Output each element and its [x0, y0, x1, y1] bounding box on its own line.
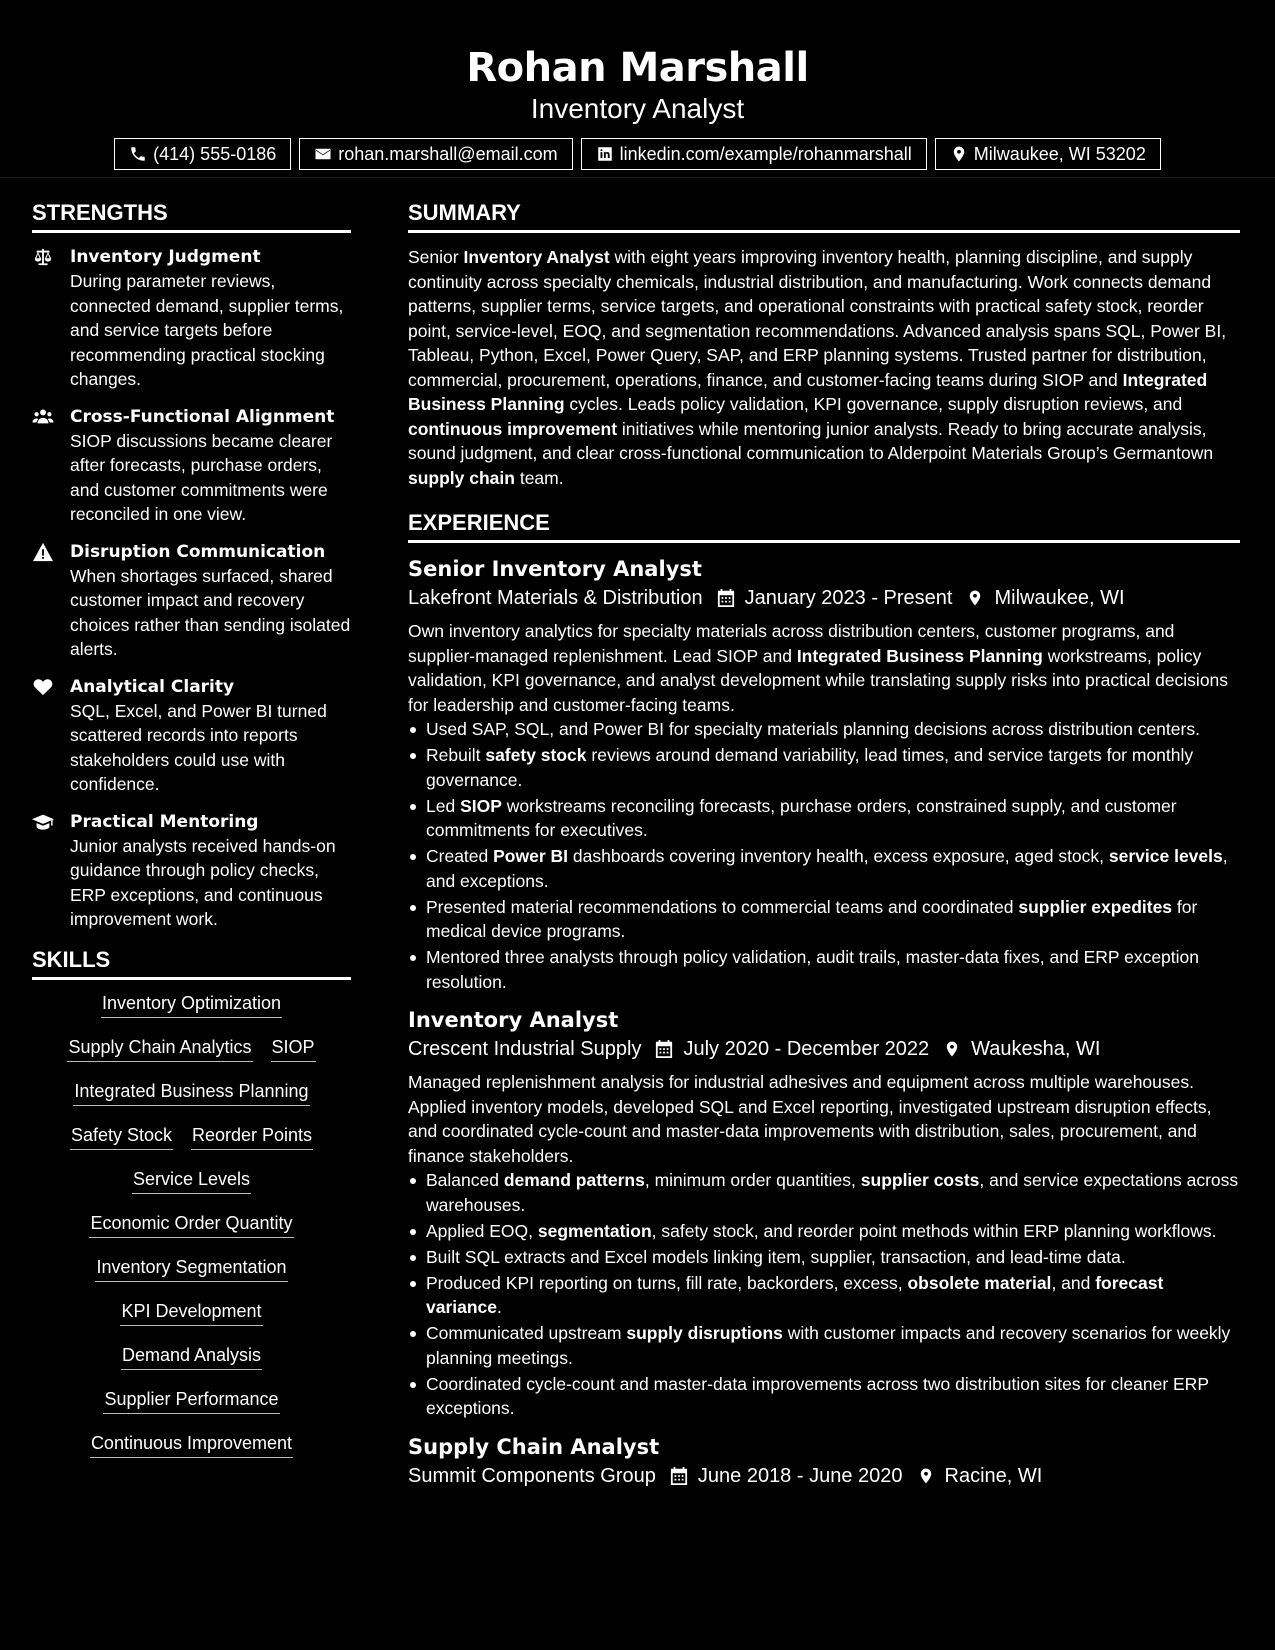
job-description — [408, 619, 1240, 717]
job-bullets — [408, 717, 1240, 994]
emphasis-text: supplier costs — [860, 1170, 980, 1190]
job-dates: July 2020 - December 2022 — [683, 1038, 930, 1060]
job-bullet — [408, 1372, 1240, 1421]
contact-linkedin-text: linkedin.com/example/rohanmarshall — [619, 143, 912, 164]
skill-row — [32, 1256, 351, 1282]
skill-tag: Service Levels — [132, 1168, 251, 1194]
skill-row — [32, 1300, 351, 1326]
text-run: , and service expectations across warehouses. — [426, 1170, 1239, 1215]
strength-title: Practical Mentoring — [70, 811, 259, 832]
right-column — [408, 198, 1240, 1497]
job-bullets — [408, 1168, 1240, 1421]
skill-row — [32, 1124, 351, 1150]
summary-heading: SUMMARY — [408, 198, 1240, 233]
linkedin-icon — [596, 145, 614, 163]
text-run: team. — [514, 467, 564, 488]
map-pin-icon — [943, 1039, 961, 1059]
emphasis-text: Integrated Business Planning — [796, 645, 1043, 666]
emphasis-text: demand patterns — [503, 1170, 645, 1190]
skill-row — [32, 1080, 351, 1106]
calendar-icon — [670, 1466, 688, 1486]
job-dates: January 2023 - Present — [744, 587, 953, 609]
text-run: Senior — [408, 247, 464, 267]
strengths-list — [32, 245, 351, 932]
emphasis-text: safety stock — [485, 745, 587, 765]
text-run: Managed replenishment analysis for industrial adhesives and equipment across multiple warehouses. Applied inventory models, developed SQL and Excel reporting, investigated upstream disruption effects, and coordinated cycle-count and master-data improvements with distribution, sales, procurement, and finance stakeholders. — [408, 1072, 1212, 1166]
job-company: Crescent Industrial Supply — [408, 1038, 642, 1060]
strength-item — [32, 245, 351, 392]
job-company: Lakefront Materials & Distribution — [408, 587, 703, 609]
text-run: Mentored three analysts through policy validation, audit trails, master-data fixes, and ERP exception resolution. — [426, 947, 1200, 992]
job-dates: June 2018 - June 2020 — [697, 1464, 903, 1487]
skill-row — [32, 1432, 351, 1458]
job-bullet — [408, 844, 1240, 893]
skill-tag: Reorder Points — [191, 1124, 313, 1150]
warning-icon — [32, 542, 54, 562]
strength-desc: SQL, Excel, and Power BI turned scattered records into reports stakeholders could use with confidence. — [70, 700, 327, 794]
job-location: Waukesha, WI — [971, 1038, 1101, 1060]
emphasis-text: supply chain — [408, 467, 515, 488]
skill-row — [32, 1212, 351, 1238]
map-pin-icon — [966, 588, 984, 608]
candidate-name: Rohan Marshall — [466, 45, 809, 91]
skill-row — [32, 1168, 351, 1194]
emphasis-text: supplier expedites — [1018, 896, 1173, 917]
text-run: with eight years improving inventory health, planning discipline, and supply continuity across specialty chemicals, industrial distribution, and manufacturing. Work connects demand patterns, supplier terms, service targets, and operational constraints with practical safety stock, reorder point, service-level, EOQ, and segmentation recommendations. Advanced analysis spans SQL, Power BI, Tableau, Python, Excel, Power Query, SAP, and ERP planning systems. Trusted partner for distribution, commercial, procurement, operations, finance, and customer-facing teams during SIOP and — [408, 247, 1227, 390]
strength-title: Cross-Functional Alignment — [70, 406, 335, 427]
text-run: Rebuilt — [426, 745, 486, 765]
contact-email[interactable] — [299, 138, 572, 170]
text-run: workstreams reconciling forecasts, purchase orders, constrained supply, and customer commitments for executives. — [426, 795, 1177, 840]
job-bullet — [408, 1245, 1240, 1270]
contact-location — [935, 138, 1161, 170]
skill-tag: KPI Development — [120, 1300, 262, 1326]
job-title: Inventory Analyst — [408, 1008, 619, 1032]
text-run: with customer impacts and recovery scenarios for weekly planning meetings. — [426, 1323, 1231, 1368]
text-run: Coordinated cycle-count and master-data improvements across two distribution sites for cleaner ERP exceptions. — [426, 1373, 1209, 1418]
calendar-icon — [717, 588, 735, 608]
strength-desc: During parameter reviews, connected demand, supplier terms, and service targets before recommending practical stocking changes. — [70, 271, 344, 389]
emphasis-text: segmentation — [537, 1220, 652, 1241]
skill-row — [32, 992, 351, 1018]
job-entry — [408, 555, 1240, 994]
text-run: Own inventory analytics for specialty materials across distribution centers, customer programs, and supplier-managed replenishment. Lead SIOP and — [408, 621, 1175, 666]
emphasis-text: continuous improvement — [408, 418, 618, 439]
skill-tag: Continuous Improvement — [90, 1432, 293, 1458]
skill-row — [32, 1344, 351, 1370]
text-run: cycles. Leads policy validation, KPI governance, supply disruption reviews, and — [564, 394, 1183, 414]
text-run: Created — [426, 846, 494, 866]
text-run: Produced KPI reporting on turns, fill rate, backorders, excess, — [426, 1272, 908, 1293]
strength-title: Disruption Communication — [70, 541, 326, 562]
job-title: Senior Inventory Analyst — [408, 557, 702, 581]
left-column — [32, 198, 351, 1476]
strength-item — [32, 405, 351, 527]
graduation-cap-icon — [32, 812, 54, 832]
text-run: , minimum order quantities, — [644, 1170, 861, 1190]
skill-tag: Integrated Business Planning — [73, 1080, 309, 1106]
text-run: Presented material recommendations to commercial teams and coordinated — [426, 896, 1019, 917]
job-meta — [408, 583, 1240, 613]
skill-row — [32, 1388, 351, 1414]
text-run: Used SAP, SQL, and Power BI for specialty materials planning decisions across distribution centers. — [426, 719, 1200, 739]
job-title: Supply Chain Analyst — [408, 1434, 660, 1459]
text-run: workstreams, policy validation, KPI governance, and analyst development while translating supply risks into practical decisions for leadership and customer-facing teams. — [408, 645, 1229, 715]
heart-icon — [32, 677, 54, 697]
contact-email-text: rohan.marshall@email.com — [338, 143, 558, 164]
emphasis-text: supply disruptions — [626, 1323, 783, 1343]
phone-icon — [129, 145, 147, 163]
text-run: Led — [426, 795, 461, 816]
job-location: Milwaukee, WI — [994, 587, 1125, 609]
skill-tag: Inventory Segmentation — [95, 1256, 287, 1282]
resume-header — [0, 0, 1275, 178]
emphasis-text: Inventory Analyst — [463, 247, 610, 267]
users-icon — [32, 407, 54, 427]
envelope-icon — [314, 145, 332, 163]
text-run: . — [497, 1297, 502, 1317]
text-run: initiatives while mentoring junior analysts. Ready to bring accurate analysis, sound judgment, and clear cross-functional communication to Alderpoint Materials Group’s Germantown — [408, 418, 1214, 463]
emphasis-text: Integrated Business Planning — [408, 369, 1208, 414]
emphasis-text: SIOP — [460, 795, 502, 816]
skill-tag: Economic Order Quantity — [89, 1212, 293, 1238]
text-run: , safety stock, and reorder point methods within ERP planning workflows. — [651, 1220, 1217, 1241]
emphasis-text: Power BI — [493, 846, 569, 866]
skill-tag: Inventory Optimization — [101, 992, 282, 1018]
experience-heading: EXPERIENCE — [408, 508, 1240, 543]
text-run: for medical device programs. — [426, 896, 1198, 941]
contact-location-text: Milwaukee, WI 53202 — [973, 143, 1146, 164]
job-company: Summit Components Group — [408, 1464, 656, 1487]
skill-tag: Demand Analysis — [121, 1344, 262, 1370]
contact-bar — [0, 138, 1275, 170]
skills-heading: SKILLS — [32, 945, 351, 980]
skill-row — [32, 1036, 351, 1062]
text-run: , and — [1051, 1272, 1096, 1293]
text-run: reviews around demand variability, lead times, and service targets for monthly governance. — [426, 745, 1194, 790]
strength-item — [32, 675, 351, 797]
candidate-role: Inventory Analyst — [530, 93, 745, 124]
job-bullet — [408, 1168, 1240, 1217]
emphasis-text: obsolete material — [907, 1272, 1052, 1293]
job-bullet — [408, 1321, 1240, 1370]
text-run: Communicated upstream — [426, 1323, 627, 1343]
experience-list — [408, 555, 1240, 1491]
job-bullet — [408, 945, 1240, 994]
skill-tag: Supplier Performance — [103, 1388, 279, 1414]
contact-linkedin[interactable] — [581, 138, 927, 170]
contact-phone-text: (414) 555-0186 — [153, 143, 277, 164]
calendar-icon — [655, 1039, 673, 1059]
text-run: Built SQL extracts and Excel models linking item, supplier, transaction, and lead-time data. — [426, 1246, 1126, 1267]
text-run: dashboards covering inventory health, excess exposure, aged stock, — [568, 846, 1109, 866]
job-location: Racine, WI — [944, 1464, 1043, 1487]
emphasis-text: forecast variance — [426, 1272, 1164, 1317]
strengths-heading: STRENGTHS — [32, 198, 351, 233]
strength-title: Analytical Clarity — [70, 676, 235, 697]
job-bullet — [408, 794, 1240, 843]
job-meta — [408, 1034, 1240, 1064]
map-pin-icon — [917, 1466, 935, 1486]
job-bullet — [408, 895, 1240, 944]
text-run: , and exceptions. — [426, 846, 1228, 891]
strength-title: Inventory Judgment — [70, 247, 261, 267]
skills-list — [32, 992, 351, 1458]
job-bullet — [408, 1219, 1240, 1244]
strength-desc: When shortages surfaced, shared customer impact and recovery choices rather than sending isolated alerts. — [70, 565, 351, 659]
contact-phone[interactable] — [114, 138, 291, 170]
job-description — [408, 1070, 1240, 1168]
map-pin-icon — [950, 145, 968, 163]
skill-tag: SIOP — [271, 1036, 316, 1062]
strength-desc: Junior analysts received hands-on guidance through policy checks, ERP exceptions, and continuous improvement work. — [70, 835, 336, 929]
text-run: Applied EOQ, — [426, 1220, 538, 1241]
job-meta — [408, 1461, 1240, 1491]
text-run: Balanced — [426, 1170, 504, 1190]
job-entry — [408, 1006, 1240, 1421]
job-bullet — [408, 1271, 1240, 1320]
strength-desc: SIOP discussions became clearer after forecasts, purchase orders, and customer commitments were reconciled in one view. — [70, 430, 333, 524]
job-bullet — [408, 743, 1240, 792]
job-bullet — [408, 717, 1240, 742]
scale-icon — [32, 247, 54, 267]
job-entry — [408, 1433, 1240, 1491]
summary-text — [408, 245, 1240, 490]
strength-item — [32, 540, 351, 662]
emphasis-text: service levels — [1108, 846, 1223, 866]
strength-item — [32, 810, 351, 932]
skill-tag: Safety Stock — [70, 1124, 173, 1150]
skill-tag: Supply Chain Analytics — [67, 1036, 252, 1062]
